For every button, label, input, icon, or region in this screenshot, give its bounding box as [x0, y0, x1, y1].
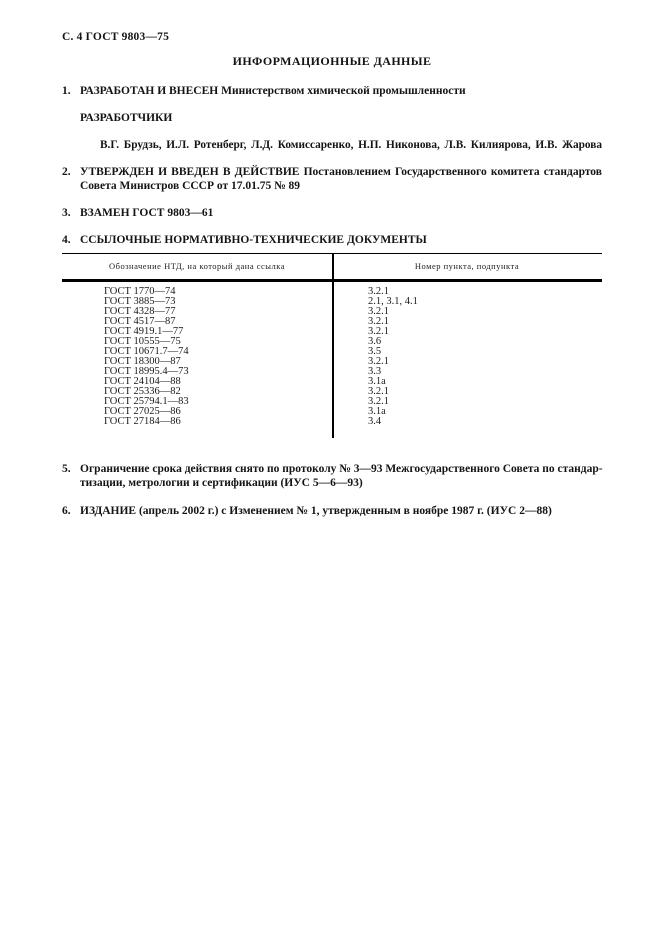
table-col1-header: Обозначение НТД, на который дана ссылка [108, 261, 286, 271]
ntd-ref-cell: ГОСТ 10671.7—74 [104, 346, 189, 357]
ntd-ref-cell: ГОСТ 24104—88 [104, 376, 181, 387]
clause-cell: 3.2.1 [368, 316, 389, 327]
item-4-number: 4. [62, 234, 71, 246]
item-1-text: РАЗРАБОТАН И ВНЕСЕН Министерством химической промышленности [80, 85, 466, 97]
references-table [62, 253, 602, 438]
item-6 [62, 504, 602, 518]
clause-cell: 3.4 [368, 416, 382, 427]
item-3 [62, 206, 602, 220]
item-1 [62, 84, 602, 98]
item-6-text: ИЗДАНИЕ (апрель 2002 г.) с Изменением № 1, утвержденным в ноябре 1987 г. (ИУС 2—88) [80, 505, 552, 517]
item-6-number: 6. [62, 505, 71, 517]
clause-cell: 3.6 [368, 336, 382, 347]
clause-cell: 3.2.1 [368, 386, 389, 397]
clause-cell: 3.3 [368, 366, 382, 377]
item-5-number: 5. [62, 463, 71, 475]
item-2 [62, 165, 602, 193]
item-4-text: ССЫЛОЧНЫЕ НОРМАТИВНО-ТЕХНИЧЕСКИЕ ДОКУМЕНТЫ [80, 234, 427, 246]
item-3-text: ВЗАМЕН ГОСТ 9803—61 [80, 207, 214, 219]
developers-names: В.Г. Брудзь, И.Л. Ротенберг, Л.Д. Комиссаренко, Н.П. Никонова, Л.В. Килиярова, И.В. Жарова [100, 139, 602, 151]
item-2-number: 2. [62, 166, 71, 178]
item-1-number: 1. [62, 85, 71, 97]
ntd-ref-cell: ГОСТ 27025—86 [104, 406, 181, 417]
clause-cell: 3.2.1 [368, 286, 389, 297]
item-5-line-2: тизации, метрологии и сертификации (ИУС 5—6—93) [80, 477, 363, 489]
clause-cell: 3.5 [368, 346, 382, 357]
clause-cell: 3.2.1 [368, 306, 389, 317]
ntd-ref-cell: ГОСТ 3885—73 [104, 296, 176, 307]
item-3-number: 3. [62, 207, 71, 219]
item-2-line-2: Совета Министров СССР от 17.01.75 № 89 [80, 180, 301, 192]
ntd-ref-cell: ГОСТ 25794.1—83 [104, 396, 189, 407]
item-4 [62, 233, 602, 247]
table-column-divider [332, 253, 334, 438]
ntd-ref-cell: ГОСТ 1770—74 [104, 286, 176, 297]
table-col2-header: Номер пункта, подпункта [414, 261, 520, 271]
clause-cell: 3.2.1 [368, 356, 389, 367]
item-2-line-1: УТВЕРЖДЕН И ВВЕДЕН В ДЕЙСТВИЕ Постановлением Государственного комитета стандартов [80, 166, 602, 178]
clause-cell: 3.1а [368, 406, 386, 417]
item-5 [62, 462, 602, 490]
clause-cell: 3.2.1 [368, 326, 389, 337]
clause-cell: 3.1а [368, 376, 386, 387]
ntd-ref-cell: ГОСТ 25336—82 [104, 386, 181, 397]
ntd-ref-cell: ГОСТ 4517—87 [104, 316, 176, 327]
page-header: С. 4 ГОСТ 9803—75 [62, 31, 170, 43]
item-5-line-1: Ограничение срока действия снято по протоколу № 3—93 Межгосударственного Совета по стандар- [80, 463, 603, 475]
clause-cell: 2.1, 3.1, 4.1 [368, 296, 418, 307]
ntd-ref-cell: ГОСТ 4328—77 [104, 306, 176, 317]
ntd-ref-cell: ГОСТ 18995.4—73 [104, 366, 189, 377]
developers-heading: РАЗРАБОТЧИКИ [80, 112, 173, 124]
clause-cell: 3.2.1 [368, 396, 389, 407]
ntd-ref-cell: ГОСТ 10555—75 [104, 336, 181, 347]
ntd-ref-cell: ГОСТ 4919.1—77 [104, 326, 184, 337]
ntd-ref-cell: ГОСТ 27184—86 [104, 416, 181, 427]
page-title: ИНФОРМАЦИОННЫЕ ДАННЫЕ [232, 54, 432, 68]
ntd-ref-cell: ГОСТ 18300—87 [104, 356, 181, 367]
